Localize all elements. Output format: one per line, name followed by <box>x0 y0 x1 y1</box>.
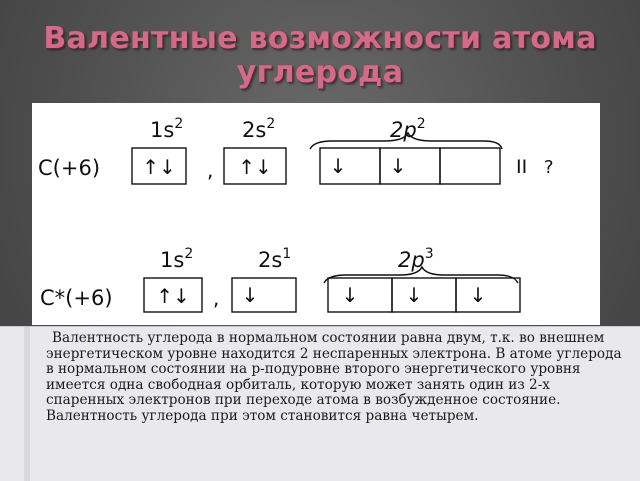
row1-level-2s-base: 2s <box>242 118 267 142</box>
row2-2p-cell-1 <box>328 278 392 312</box>
row1-atom-label: C(+6) <box>38 156 101 180</box>
row1-level-1s-sup: 2 <box>174 116 184 132</box>
row1-level-2p-sup: 2 <box>416 116 426 132</box>
row2-level-2s-sup: 1 <box>282 246 292 262</box>
row2-level-2s <box>258 246 291 272</box>
row2-comma: , <box>213 286 220 310</box>
row2-level-2s-base: 2s <box>258 248 283 272</box>
slide-title-line1: Валентные возможности атома <box>43 21 597 56</box>
row1-level-2p-base: 2p <box>390 118 417 142</box>
row2-1s-electrons: ↑↓ <box>156 284 190 308</box>
row1-2s-electrons: ↑↓ <box>238 155 272 179</box>
row2-atom-label: C*(+6) <box>40 286 113 310</box>
orbital-diagram-svg <box>32 103 600 325</box>
row2-2p-electron-1: ↓ <box>341 283 359 307</box>
row1-comma: , <box>207 158 214 182</box>
row2-level-2p-base: 2p <box>398 248 425 272</box>
row1-1s-electrons: ↑↓ <box>142 155 176 179</box>
row2-2p-brace <box>324 267 518 283</box>
text-panel <box>0 326 640 481</box>
panel-accent-bar <box>24 327 30 481</box>
row1-valence-roman: II <box>516 156 528 178</box>
row1-2p-electron-1: ↓ <box>329 154 347 178</box>
slide-title-line2: углерода <box>236 55 404 90</box>
row1-level-2s-sup: 2 <box>266 116 276 132</box>
row2-2s-electron: ↓ <box>241 283 259 307</box>
row2-level-1s-base: 1s <box>160 248 185 272</box>
row2-level-1s-sup: 2 <box>184 246 194 262</box>
row1-question-mark: ? <box>544 157 554 178</box>
row2-2p-cell-3 <box>456 278 520 312</box>
slide-title <box>20 22 620 90</box>
row2-2p-electron-2: ↓ <box>405 283 423 307</box>
row2-2p-electron-3: ↓ <box>469 283 487 307</box>
row1-2p-electron-2: ↓ <box>389 154 407 178</box>
row1-level-1s-base: 1s <box>150 118 175 142</box>
row2-level-2p-sup: 3 <box>424 246 434 262</box>
row1-2p-cell-3 <box>440 148 500 184</box>
orbital-diagram <box>32 103 600 325</box>
row1-level-1s <box>150 116 183 142</box>
body-paragraph: Валентность углерода в нормальном состоянии равна двум, т.к. во внешнем энергетическом уровне находится 2 неспаренных электрона. В атоме углерода в нормальном состоянии на р-подуровне второго энергетического уровня имеется одна свободная орбиталь, которую может занять один из 2-х спаренных электронов при переходе атома в возбужденное состояние. Валентность углерода при этом становится равна четырем. <box>46 330 622 424</box>
row2-level-2p <box>398 246 434 272</box>
row2-level-1s <box>160 246 193 272</box>
row1-level-2s <box>242 116 275 142</box>
row2-2p-cell-2 <box>392 278 456 312</box>
row1-level-2p <box>390 116 426 142</box>
